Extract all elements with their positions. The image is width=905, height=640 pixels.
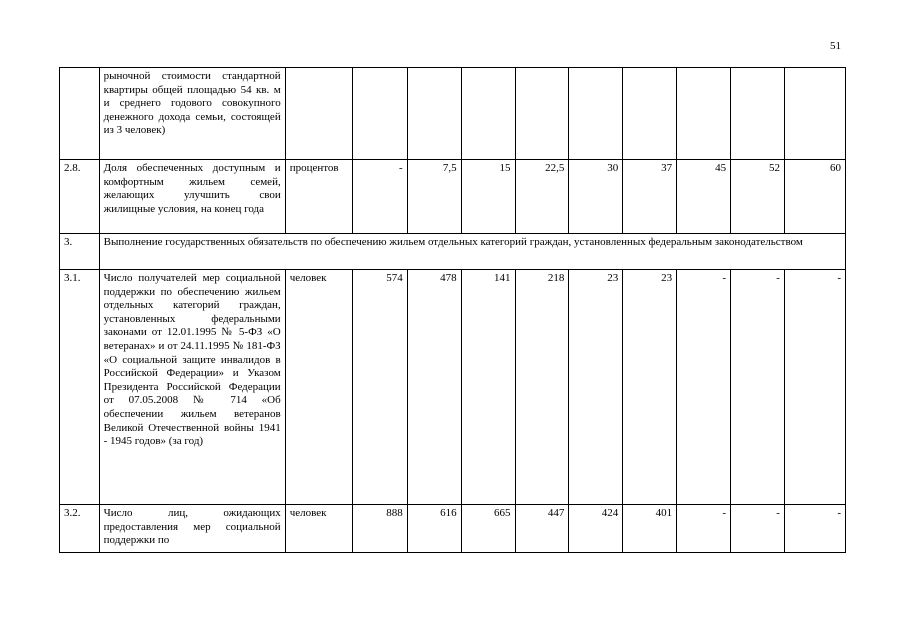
cell-unit: процентов bbox=[285, 160, 352, 234]
cell-value: - bbox=[731, 270, 785, 505]
cell-value bbox=[352, 68, 407, 160]
cell-value: 447 bbox=[515, 505, 569, 553]
cell-value: - bbox=[784, 270, 845, 505]
cell-value: 52 bbox=[731, 160, 785, 234]
cell-value: 23 bbox=[623, 270, 677, 505]
page-number: 51 bbox=[830, 40, 841, 52]
cell-value: 141 bbox=[461, 270, 515, 505]
cell-value bbox=[623, 68, 677, 160]
indicators-table bbox=[59, 67, 846, 553]
cell-value: - bbox=[784, 505, 845, 553]
cell-no: 3. bbox=[60, 234, 100, 270]
cell-value: 7,5 bbox=[407, 160, 461, 234]
cell-value: 574 bbox=[352, 270, 407, 505]
cell-unit: человек bbox=[285, 505, 352, 553]
cell-value: 616 bbox=[407, 505, 461, 553]
cell-value: 888 bbox=[352, 505, 407, 553]
cell-value: 60 bbox=[784, 160, 845, 234]
cell-value bbox=[407, 68, 461, 160]
section-title: Выполнение государственных обязательств по обеспечению жильем отдельных категорий граждан, установленных федеральным законодательством bbox=[99, 234, 845, 270]
cell-value bbox=[677, 68, 731, 160]
cell-value: 218 bbox=[515, 270, 569, 505]
table-row-section-3 bbox=[60, 234, 846, 270]
cell-value: 424 bbox=[569, 505, 623, 553]
cell-value: 665 bbox=[461, 505, 515, 553]
cell-value: - bbox=[677, 505, 731, 553]
cell-description: Число лиц, ожидающих предоставления мер социальной поддержки по bbox=[99, 505, 285, 553]
table-row-3-1 bbox=[60, 270, 846, 505]
cell-value: 23 bbox=[569, 270, 623, 505]
table-row-3-2 bbox=[60, 505, 846, 553]
cell-value: - bbox=[677, 270, 731, 505]
cell-unit: человек bbox=[285, 270, 352, 505]
cell-unit bbox=[285, 68, 352, 160]
cell-no: 3.1. bbox=[60, 270, 100, 505]
cell-description: Число получателей мер социальной поддержки по обеспечению жильем отдельных категорий граждан, установленных федеральными законами от 12.01.1995 № 5-ФЗ «О ветеранах» и от 24.11.1995 № 181-ФЗ «О социальной защите инвалидов в Российской Федерации» и Указом Президента Российской Федерации от 07.05.2008 № 714 «Об обеспечении жильем ветеранов Великой Отечественной войны 1941 - 1945 годов» (за год) bbox=[99, 270, 285, 505]
cell-description: рыночной стоимости стандартной квартиры общей площадью 54 кв. м и среднего годового совокупного денежного дохода семьи, состоящей из 3 человек) bbox=[99, 68, 285, 160]
cell-value: 478 bbox=[407, 270, 461, 505]
cell-value bbox=[731, 68, 785, 160]
table-row-2-8 bbox=[60, 160, 846, 234]
cell-description: Доля обеспеченных доступным и комфортным жильем семей, желающих улучшить свои жилищные условия, на конец года bbox=[99, 160, 285, 234]
cell-value bbox=[461, 68, 515, 160]
table-row-continuation bbox=[60, 68, 846, 160]
cell-value: 15 bbox=[461, 160, 515, 234]
cell-no: 3.2. bbox=[60, 505, 100, 553]
cell-value: 22,5 bbox=[515, 160, 569, 234]
cell-no bbox=[60, 68, 100, 160]
cell-no: 2.8. bbox=[60, 160, 100, 234]
cell-value bbox=[784, 68, 845, 160]
cell-value: - bbox=[731, 505, 785, 553]
cell-value: 30 bbox=[569, 160, 623, 234]
cell-value: 401 bbox=[623, 505, 677, 553]
cell-value bbox=[569, 68, 623, 160]
cell-value: - bbox=[352, 160, 407, 234]
cell-value: 45 bbox=[677, 160, 731, 234]
cell-value bbox=[515, 68, 569, 160]
cell-value: 37 bbox=[623, 160, 677, 234]
